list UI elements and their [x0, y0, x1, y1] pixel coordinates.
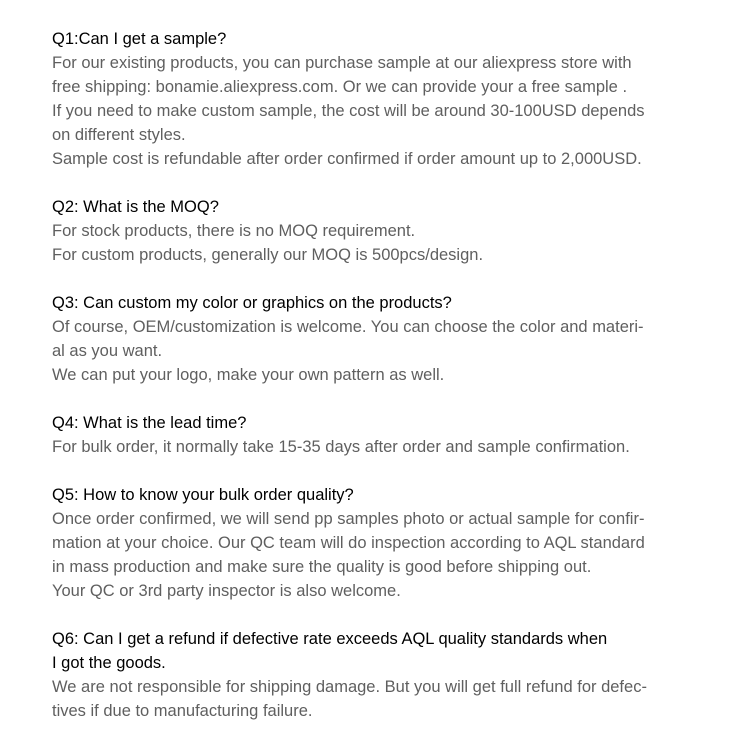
answer-line: in mass production and make sure the quality is good before shipping out. [52, 558, 592, 576]
answer-line: Your QC or 3rd party inspector is also welcome. [52, 582, 401, 600]
question-q2: Q2: What is the MOQ? [52, 198, 219, 216]
question-q1: Q1:Can I get a sample? [52, 30, 227, 48]
answer-line: mation at your choice. Our QC team will do inspection according to AQL standard [52, 534, 645, 552]
question-q6-line: Q6: Can I get a refund if defective rate exceeds AQL quality standards when [52, 630, 608, 648]
answer-line: al as you want. [52, 342, 163, 360]
faq-item-q1 [52, 27, 702, 171]
answer-line: For bulk order, it normally take 15-35 days after order and sample confirmation. [52, 438, 630, 456]
answer-line: Once order confirmed, we will send pp samples photo or actual sample for confir- [52, 510, 645, 528]
question-q3: Q3: Can custom my color or graphics on the products? [52, 294, 452, 312]
faq-item-q5 [52, 483, 702, 603]
answer-line: tives if due to manufacturing failure. [52, 702, 313, 720]
question-q5: Q5: How to know your bulk order quality? [52, 486, 354, 504]
answer-line: Sample cost is refundable after order confirmed if order amount up to 2,000USD. [52, 150, 642, 168]
question-q4: Q4: What is the lead time? [52, 414, 247, 432]
answer-line: For our existing products, you can purchase sample at our aliexpress store with [52, 54, 632, 72]
answer-line: For stock products, there is no MOQ requirement. [52, 222, 416, 240]
answer-line: free shipping: bonamie.aliexpress.com. Or we can provide your a free sample . [52, 78, 628, 96]
faq-list [52, 27, 702, 747]
answer-line: We can put your logo, make your own pattern as well. [52, 366, 445, 384]
answer-line: If you need to make custom sample, the cost will be around 30-100USD depends [52, 102, 645, 120]
answer-line: For custom products, generally our MOQ is 500pcs/design. [52, 246, 484, 264]
answer-line: We are not responsible for shipping damage. But you will get full refund for defec- [52, 678, 647, 696]
faq-item-q3 [52, 291, 702, 387]
answer-line: on different styles. [52, 126, 186, 144]
question-q6-line: I got the goods. [52, 654, 166, 672]
faq-item-q4 [52, 411, 702, 459]
answer-line: Of course, OEM/customization is welcome. You can choose the color and materi- [52, 318, 644, 336]
faq-item-q2 [52, 195, 702, 267]
faq-item-q6 [52, 627, 702, 723]
